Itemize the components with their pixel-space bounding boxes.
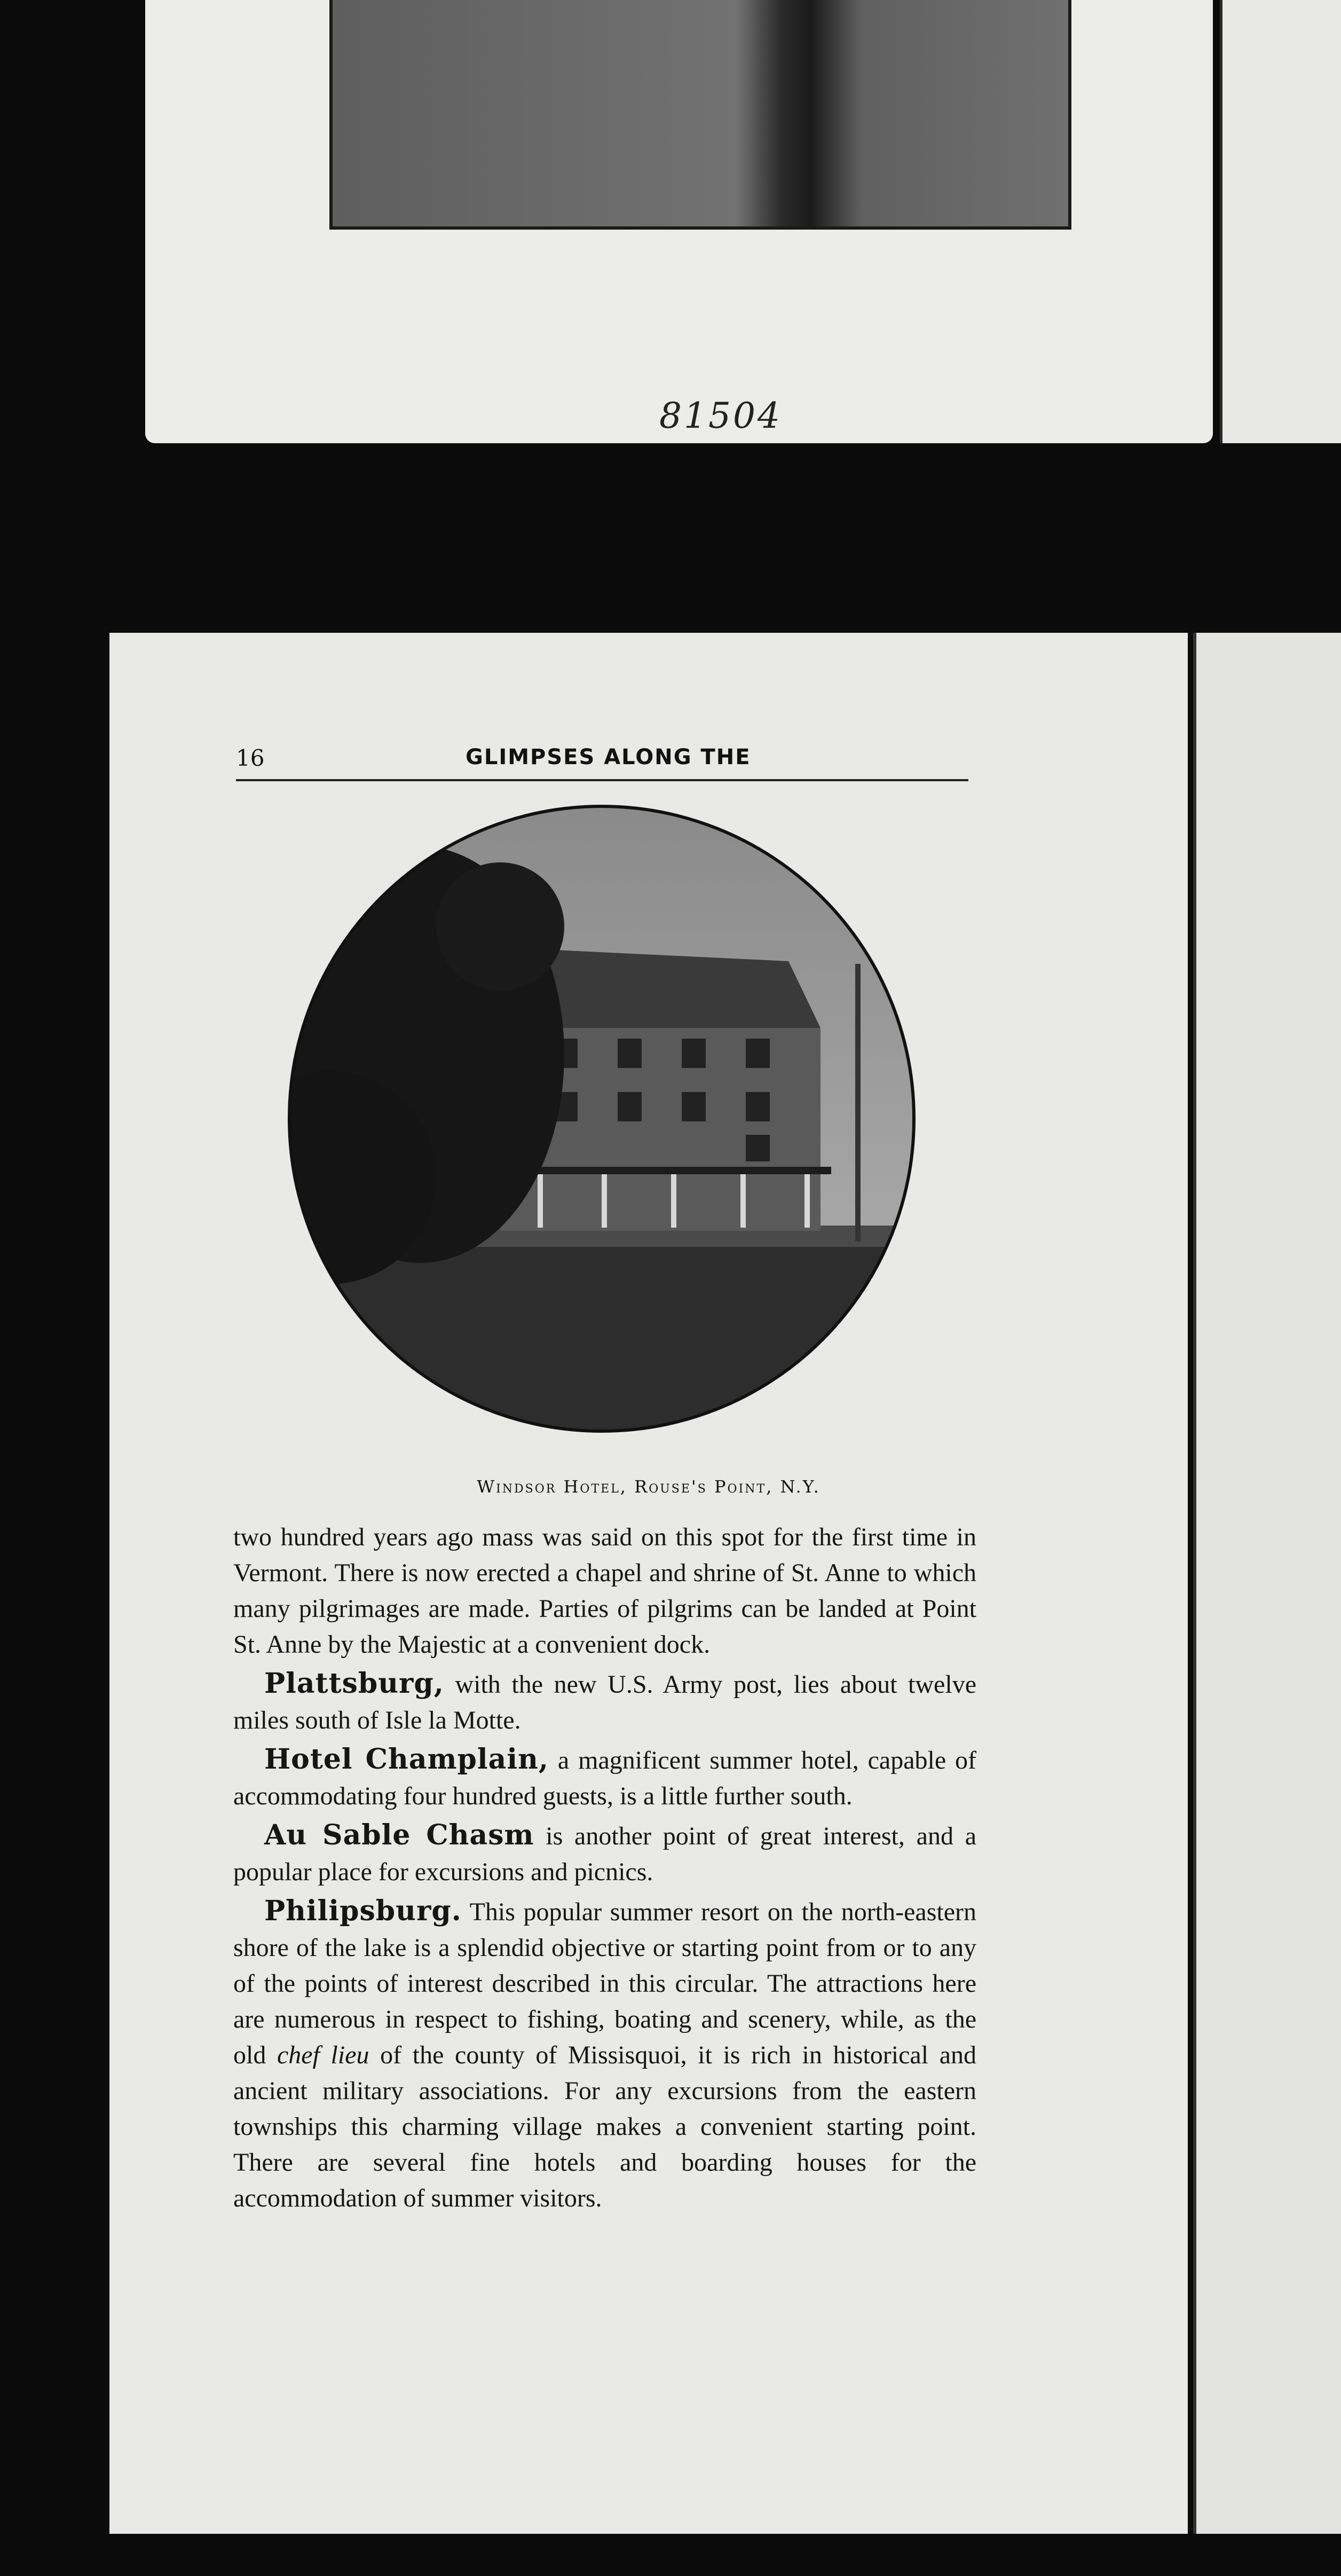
- paragraph-text: with the new U.S. Army post, lies about twelve miles south of Isle la Motte.: [233, 1670, 976, 1734]
- previous-page: [145, 0, 1213, 443]
- paragraph-text: This popular summer resort on the north-eastern shore of the lake is a splendid objective or starting point from or to any of the points of interest described in this circular. The attractions here are numerous in respect to fishing, boating and scenery, while, as the old: [233, 1898, 976, 2069]
- previous-page-photo: [329, 0, 1071, 230]
- paragraph-text: two hundred years ago mass was said on this spot for the first time in Vermont. There is now erected a chapel and shrine of St. Anne to which many pilgrimages are made. Parties of pilgrims can be landed at Point St. Anne by the Majestic at a convenient dock.: [233, 1523, 976, 1659]
- page-number: 16: [236, 745, 265, 771]
- hotel-photograph: [287, 804, 917, 1434]
- paragraph: [233, 1741, 976, 1814]
- previous-facing-page-edge: [1220, 0, 1341, 443]
- book-page: [109, 633, 1188, 2534]
- hotel-photo-svg: [287, 804, 917, 1434]
- blackletter-heading: Plattsburg,: [264, 1667, 444, 1700]
- paragraph-text: of the county of Missisquoi, it is rich in historical and ancient military associations. For any excursions from the eastern townships this charming village makes a convenient starting point. There are several fine hotels and boarding houses for the accommodation of summer visitors.: [233, 2041, 977, 2212]
- running-title: GLIMPSES ALONG THE: [466, 745, 751, 769]
- archive-number: 81504: [659, 395, 782, 436]
- running-head: [236, 745, 968, 781]
- article-body: [233, 1519, 976, 2219]
- paragraph-text: a magnificent summer hotel, capable of accommodating four hundred guests, is a little further south.: [233, 1746, 977, 1810]
- blackletter-heading: Hotel Champlain,: [264, 1743, 549, 1776]
- paragraph: [233, 1893, 976, 2216]
- facing-page-edge: [1193, 633, 1341, 2534]
- photo-caption: Windsor Hotel, Rouse's Point, N.Y.: [477, 1477, 821, 1497]
- paragraph: [233, 1519, 976, 1662]
- paragraph-text: is another point of great interest, and a popular place for excursions and picnics.: [233, 1822, 976, 1886]
- italic-term: chef lieu: [277, 2041, 369, 2069]
- blackletter-heading: Philipsburg.: [264, 1895, 462, 1927]
- blackletter-heading: Au Sable Chasm: [264, 1819, 534, 1851]
- paragraph: [233, 1817, 976, 1890]
- paragraph: [233, 1666, 976, 1738]
